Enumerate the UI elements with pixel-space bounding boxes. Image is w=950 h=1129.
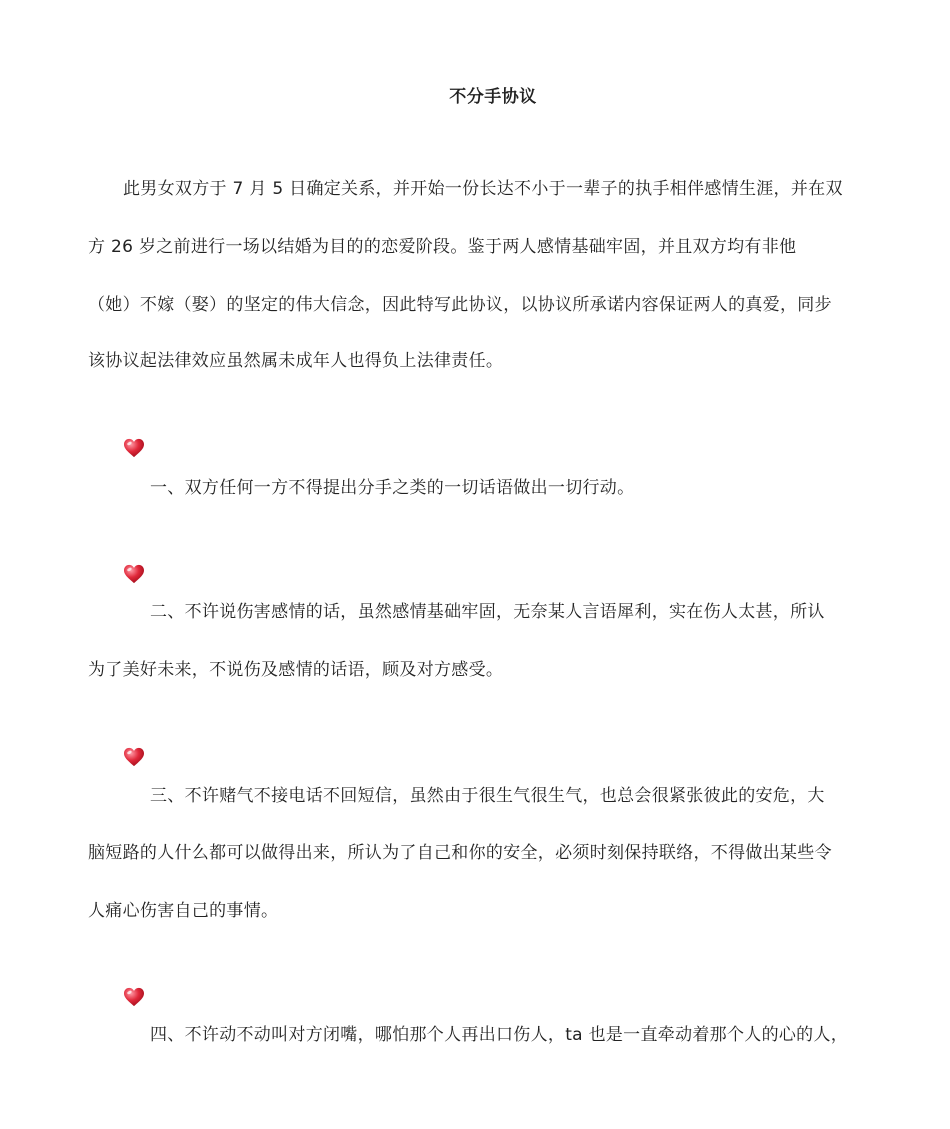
intro-line-2: 方 26 岁之前进行一场以结婚为目的的恋爱阶段。鉴于两人感情基础牢固，并且双方均有非他 — [88, 237, 797, 257]
clause-3-line-2: 脑短路的人什么都可以做得出来，所认为了自己和你的安全，必须时刻保持联络，不得做出某些令 — [88, 843, 832, 863]
intro-line-4: 该协议起法律效应虽然属未成年人也得负上法律责任。 — [88, 351, 504, 371]
intro-line-3: （她）不嫁（娶）的坚定的伟大信念，因此特写此协议，以协议所承诺内容保证两人的真爱，同步 — [88, 295, 832, 315]
clause-1-line-1: 一、双方任何一方不得提出分手之类的一切话语做出一切行动。 — [150, 478, 635, 498]
heart-icon — [123, 438, 145, 458]
clause-2-line-1: 二、不许说伤害感情的话，虽然感情基础牢固，无奈某人言语犀利，实在伤人太甚，所认 — [150, 602, 825, 622]
clause-3-line-3: 人痛心伤害自己的事情。 — [88, 901, 279, 921]
heart-icon — [123, 564, 145, 584]
intro-line-1: 此男女双方于 7 月 5 日确定关系，并开始一份长达不小于一辈子的执手相伴感情生涯，并在双 — [123, 179, 843, 199]
heart-icon — [123, 747, 145, 767]
heart-icon — [123, 987, 145, 1007]
document-title: 不分手协议 — [449, 87, 537, 107]
clause-2-line-2: 为了美好未来，不说伤及感情的话语，顾及对方感受。 — [88, 660, 504, 680]
clause-4-line-1: 四、不许动不动叫对方闭嘴，哪怕那个人再出口伤人，ta 也是一直牵动着那个人的心的人， — [150, 1025, 849, 1045]
clause-3-line-1: 三、不许赌气不接电话不回短信，虽然由于很生气很生气，也总会很紧张彼此的安危，大 — [150, 786, 825, 806]
